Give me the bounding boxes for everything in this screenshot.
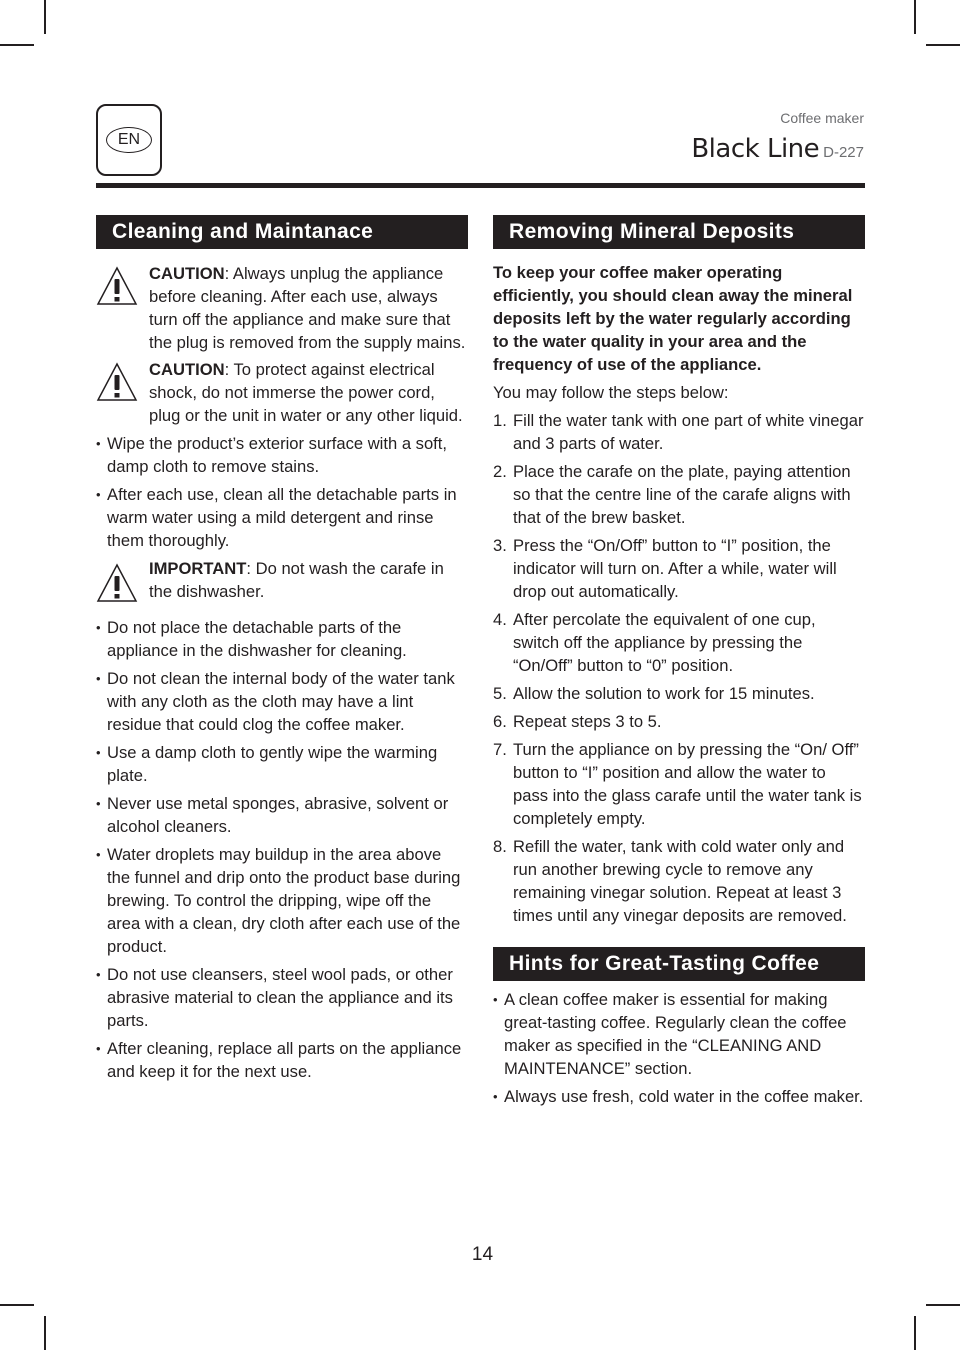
important-dishwasher [96,557,468,603]
step-number: 8. [493,837,507,856]
list-item: • Do not place the detachable parts of the appliance in the dishwasher for cleaning. [96,616,468,662]
step-item [493,608,865,677]
list-item: • Never use metal sponges, abrasive, solvent or alcohol cleaners. [96,792,468,838]
section-title: Cleaning and Maintanace [96,215,468,249]
list-item: • Always use fresh, cold water in the coffee maker. [493,1085,865,1108]
step-item [493,534,865,603]
list-item: • After cleaning, replace all parts on the appliance and keep it for the next use. [96,1037,468,1083]
brand-logo [691,134,864,164]
intro-plain: You may follow the steps below: [493,383,729,402]
mineral-section [493,215,865,1113]
list-item: • Do not clean the internal body of the water tank with any cloth as the cloth may have a lint residue that could clog the coffee maker. [96,667,468,736]
step-number: 5. [493,684,507,703]
warning-icon [96,362,138,402]
step-number: 6. [493,712,507,731]
crop-mark [0,44,34,46]
crop-mark [44,1316,46,1350]
list-item: • Water droplets may buildup in the area above the funnel and drip onto the product base during brewing. To control the dripping, wipe off the area with a clean, dry cloth after each use of the product. [96,843,468,958]
cleaning-bullets [96,616,468,1083]
crop-mark [926,44,960,46]
step-item [493,460,865,529]
crop-mark [0,1304,34,1306]
caution-label: CAUTION [149,264,225,283]
warning-icon [96,563,138,603]
step-text: Turn the appliance on by pressing the “On/ Off” button to “I” position and allow the water to pass into the glass carafe until the water tank is completely empty. [513,740,862,828]
step-number: 3. [493,536,507,555]
brand-name: Black Line [691,134,820,164]
step-number: 2. [493,462,507,481]
language-code: EN [106,127,152,153]
step-number: 4. [493,610,507,629]
step-text: Fill the water tank with one part of white vinegar and 3 parts of water. [513,411,864,453]
cleaning-bullets [96,432,468,552]
caution-label: CAUTION [149,360,225,379]
product-type: Coffee maker [780,110,864,126]
model-number: D-227 [823,144,864,161]
step-item [493,710,865,733]
step-text: Allow the solution to work for 15 minutes. [513,684,815,703]
caution-text: : To protect against electrical shock, do not immerse the power cord, plug or the unit in water or any other liquid. [149,360,463,425]
cleaning-section [96,215,468,1088]
step-item [493,409,865,455]
hints-title: Hints for Great-Tasting Coffee [493,947,865,981]
page-number: 14 [471,1244,494,1265]
crop-mark [914,0,916,34]
language-badge [96,104,162,176]
step-text: After percolate the equivalent of one cup, switch off the appliance by pressing the “On/Off” button to “0” position. [513,610,816,675]
caution-shock [96,358,468,427]
step-text: Press the “On/Off” button to “I” position, the indicator will turn on. After a while, water will drop out automatically. [513,536,837,601]
crop-mark [44,0,46,34]
step-number: 1. [493,411,507,430]
warning-icon [96,266,138,306]
step-item [493,835,865,927]
intro-bold: To keep your coffee maker operating efficiently, you should clean away the mineral deposits left by the water regularly according to the water quality in your area and the frequency of use of the appliance. [493,263,853,374]
steps-list [493,409,865,927]
header-rule [96,183,865,188]
step-item [493,682,865,705]
section-title: Removing Mineral Deposits [493,215,865,249]
list-item: • After each use, clean all the detachable parts in warm water using a mild detergent and rinse them thoroughly. [96,483,468,552]
step-number: 7. [493,740,507,759]
list-item: • Use a damp cloth to gently wipe the warming plate. [96,741,468,787]
step-text: Place the carafe on the plate, paying attention so that the centre line of the carafe aligns with that of the brew basket. [513,462,851,527]
crop-mark [914,1316,916,1350]
step-text: Refill the water, tank with cold water only and run another brewing cycle to remove any remaining vinegar solution. Repeat at least 3 times until any vinegar deposits are removed. [513,837,847,925]
caution-text: : Always unplug the appliance before cleaning. After each use, always turn off the appliance and make sure that the plug is removed from the supply mains. [149,264,466,352]
caution-unplug [96,262,468,354]
list-item: • A clean coffee maker is essential for making great-tasting coffee. Regularly clean the coffee maker as specified in the “CLEANING AND MAINTENANCE” section. [493,988,865,1080]
list-item: • Wipe the product’s exterior surface with a soft, damp cloth to remove stains. [96,432,468,478]
crop-mark [926,1304,960,1306]
important-label: IMPORTANT [149,559,247,578]
list-item: • Do not use cleansers, steel wool pads, or other abrasive material to clean the appliance and its parts. [96,963,468,1032]
step-item [493,738,865,830]
important-text: : Do not wash the carafe in the dishwasher. [149,559,444,601]
hints-bullets [493,988,865,1108]
step-text: Repeat steps 3 to 5. [513,712,662,731]
